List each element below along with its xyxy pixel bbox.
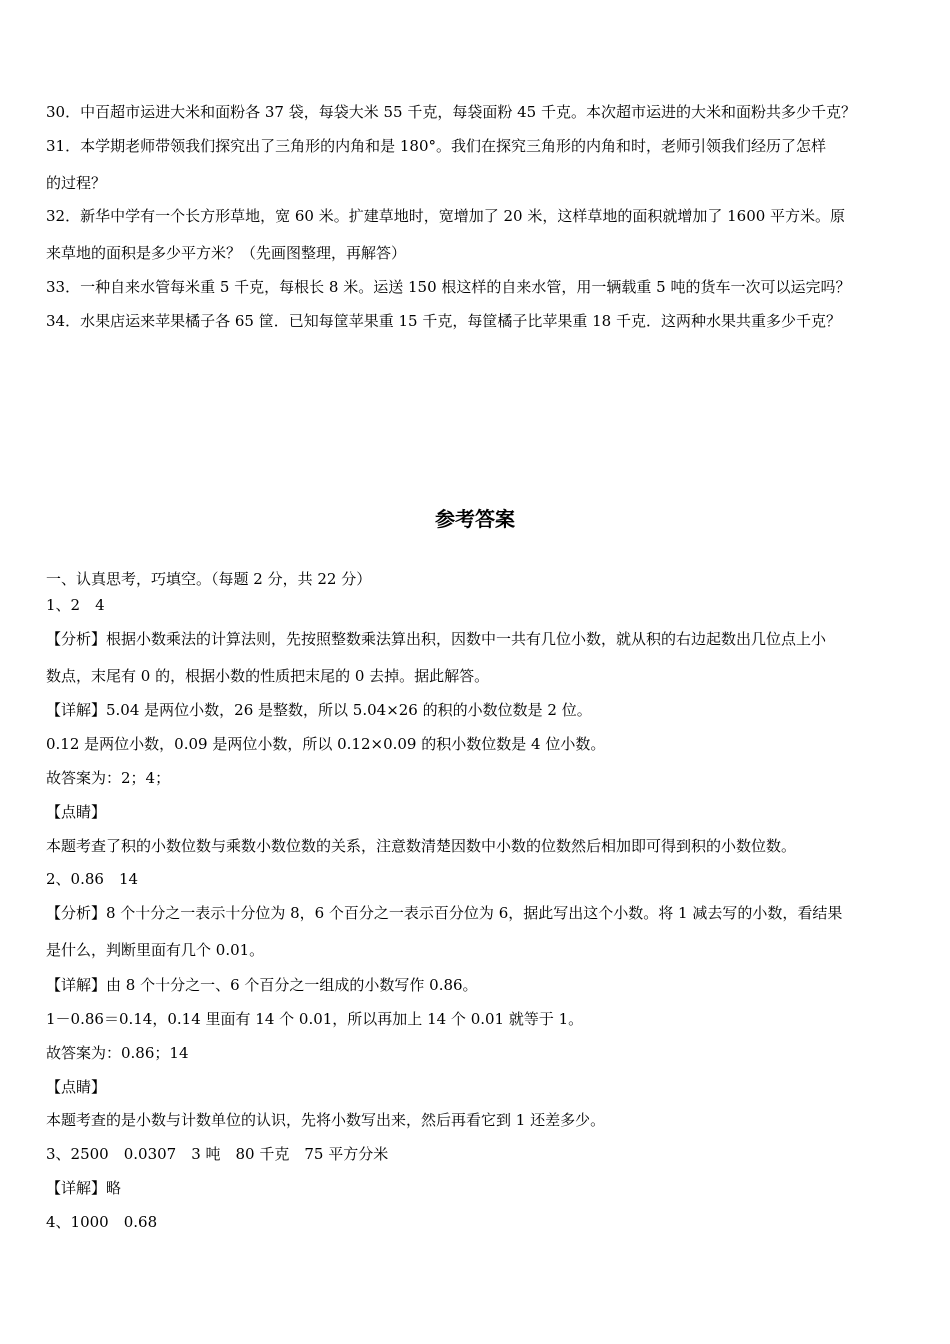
answer-2: 2、0.86 14 bbox=[46, 870, 139, 888]
answer-summary-1: 故答案为：2；4； bbox=[46, 769, 171, 787]
detail-3: 【详解】略 bbox=[46, 1179, 122, 1197]
comment-label-1: 【点睛】 bbox=[46, 803, 107, 821]
question-31-cont: 的过程？ bbox=[46, 174, 107, 192]
question-31: 31．本学期老师带领我们探究出了三角形的内角和是 180°。我们在探究三角形的内角和时，老师引领我们经历了怎样 bbox=[46, 137, 826, 155]
question-32-cont: 来草地的面积是多少平方米？（先画图整理，再解答） bbox=[46, 244, 407, 262]
answer-title: 参考答案 bbox=[435, 507, 515, 531]
section-heading: 一、认真思考，巧填空。（每题 2 分，共 22 分） bbox=[46, 570, 372, 588]
question-33: 33．一种自来水管每米重 5 千克，每根长 8 米。运送 150 根这样的自来水管，用一辆载重 5 吨的货车一次可以运完吗？ bbox=[46, 278, 851, 296]
comment-label-2: 【点睛】 bbox=[46, 1078, 107, 1096]
analysis-1: 【分析】根据小数乘法的计算法则，先按照整数乘法算出积，因数中一共有几位小数，就从积的右边起数出几位点上小 bbox=[46, 630, 827, 648]
question-34: 34．水果店运来苹果橘子各 65 筐．已知每筐苹果重 15 千克，每筐橘子比苹果重 18 千克．这两种水果共重多少千克？ bbox=[46, 312, 841, 330]
comment-1: 本题考查了积的小数位数与乘数小数位数的关系，注意数清楚因数中小数的位数然后相加即可得到积的小数位数。 bbox=[46, 837, 797, 855]
analysis-2: 【分析】8 个十分之一表示十分位为 8，6 个百分之一表示百分位为 6，据此写出这个小数。将 1 减去写的小数，看结果 bbox=[46, 904, 843, 922]
answer-summary-2: 故答案为：0.86；14 bbox=[46, 1044, 189, 1062]
detail-2: 【详解】由 8 个十分之一、6 个百分之一组成的小数写作 0.86。 bbox=[46, 976, 478, 994]
answer-1: 1、2 4 bbox=[46, 596, 105, 614]
question-32: 32．新华中学有一个长方形草地，宽 60 米。扩建草地时，宽增加了 20 米，这样草地的面积就增加了 1600 平方米。原 bbox=[46, 207, 846, 225]
analysis-2-cont: 是什么，判断里面有几个 0.01。 bbox=[46, 941, 265, 959]
detail-2-cont: 1－0.86＝0.14，0.14 里面有 14 个 0.01，所以再加上 14 个 0.01 就等于 1。 bbox=[46, 1010, 584, 1028]
detail-1-cont: 0.12 是两位小数，0.09 是两位小数，所以 0.12×0.09 的积小数位数是 4 位小数。 bbox=[46, 735, 606, 753]
question-30: 30．中百超市运进大米和面粉各 37 袋，每袋大米 55 千克，每袋面粉 45 千克。本次超市运进的大米和面粉共多少千克？ bbox=[46, 103, 856, 121]
answer-3: 3、2500 0.0307 3 吨 80 千克 75 平方分米 bbox=[46, 1145, 389, 1163]
comment-2: 本题考查的是小数与计数单位的认识，先将小数写出来，然后再看它到 1 还差多少。 bbox=[46, 1111, 606, 1129]
analysis-1-cont: 数点，末尾有 0 的，根据小数的性质把末尾的 0 去掉。据此解答。 bbox=[46, 667, 490, 685]
detail-1: 【详解】5.04 是两位小数，26 是整数，所以 5.04×26 的积的小数位数是 2 位。 bbox=[46, 701, 592, 719]
answer-4: 4、1000 0.68 bbox=[46, 1213, 158, 1231]
